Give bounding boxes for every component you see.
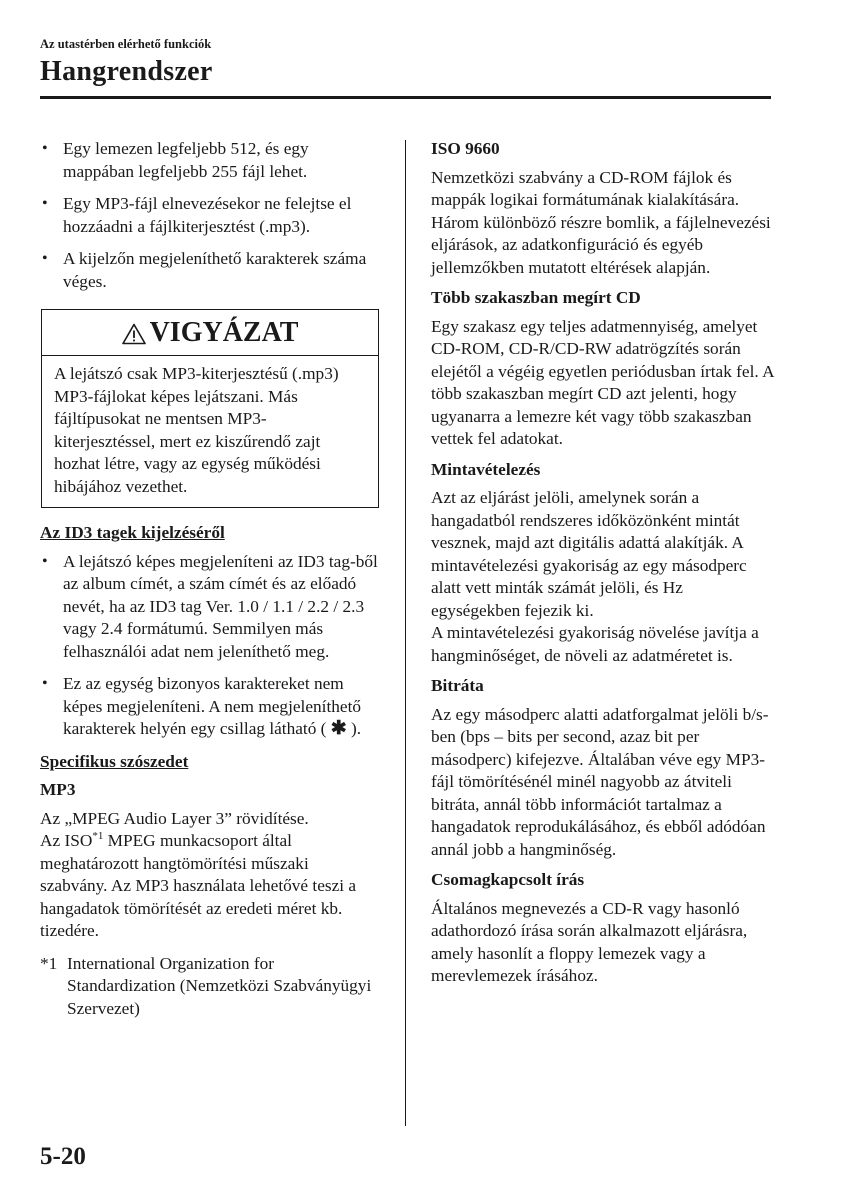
mp3-notes-list (40, 138, 380, 293)
page-number: 5-20 (40, 1143, 86, 1170)
term-multisession-cd: Több szakaszban megírt CD (431, 288, 641, 307)
mp3-line2-pre: Az ISO (40, 831, 93, 850)
column-divider (405, 140, 406, 1126)
sampling-def-1: Azt az eljárást jelöli, amelynek során a hangadatból rendszeres időközönként mintát vesznek, majd azt digitális adattá alakítják. A mintavételezési gyakoriság az egy másodperc alatt vett minták számát jelöli, és Hz egységekben fejezik ki. (431, 488, 747, 620)
mp3-definition (40, 808, 380, 943)
iso9660-def-1: Nemzetközi szabvány a CD-ROM fájlok és mappák logikai formátumának kialakítására. (431, 167, 740, 209)
caution-box (41, 309, 379, 508)
footnote (40, 953, 380, 1021)
sampling-def-2: A mintavételezési gyakoriság növelése javítja a hangminőséget, de növeli az adatméretet is. (431, 623, 759, 665)
list-item: • Egy lemezen legfeljebb 512, és egy mappában legfeljebb 255 fájl lehet. (40, 138, 380, 183)
id3-heading: Az ID3 tagek kijelzéséről (40, 523, 225, 542)
warning-triangle-icon (122, 317, 150, 348)
mp3-line1: Az „MPEG Audio Layer 3” rövidítése. (40, 808, 309, 828)
title-rule (40, 96, 771, 99)
term-mp3: MP3 (40, 780, 76, 799)
caution-header (42, 310, 378, 356)
footnote-mark: *1 (40, 953, 58, 973)
footnote-ref: *1 (92, 830, 104, 843)
mp3-line2-post: MPEG munkacsoport által meghatározott hangtömörítési műszaki szabvány. Az MP3 használata lehetővé teszi a hangadatok tömörítését az eredeti méret kb. tizedére. (40, 831, 357, 940)
right-column (431, 138, 776, 988)
multisession-def: Egy szakasz egy teljes adatmennyiség, amelyet CD-ROM, CD-R/CD-RW adatrögzítés során elejétől a végéig egyetlen periódusban írtak fel. A több szakaszban megírt CD azt jelenti, hogy ugyanarra a lemezre két vagy több szakaszban vettek fel adatokat. (431, 316, 774, 448)
id3-bullet-end: ). (351, 719, 362, 738)
term-bitrate: Bitráta (431, 676, 484, 695)
id3-bullet-text: Ez az egység bizonyos karaktereket nem képes megjeleníteni. A nem megjeleníthető karakterek helyén egy csillag látható ( (63, 674, 362, 738)
id3-list (40, 551, 380, 741)
bitrate-def: Az egy másodperc alatti adatforgalmat jelöli b/s-ben (bps – bits per second, azaz bit per másodperc) kifejezve. Általában véve egy MP3-fájl tömörítésénél minél nagyobb az átviteli bitráta, annál több információt tartalmaz a hangadatok reprodukálásához, és ebből adódóan annál jobb a hangminőség. (431, 704, 769, 859)
list-item: • A lejátszó képes megjeleníteni az ID3 tag-ből az album címét, a szám címét és az előadó nevét, ha az ID3 tag Ver. 1.0 / 1.1 / 2.2 / 2.3 vagy 2.4 formátumú. Semmilyen más felhasználói adat nem jeleníthető meg. (40, 551, 380, 664)
footnote-text: International Organization for Standardization (Nemzetközi Szabványügyi Szervezet) (67, 953, 372, 1018)
term-sampling: Mintavételezés (431, 459, 541, 479)
left-column (40, 138, 380, 1020)
caution-text: A lejátszó csak MP3-kiterjesztésű (.mp3) MP3-fájlokat képes lejátszani. Más fájltípusokat ne mentsen MP3-kiterjesztéssel, mert ez kiszűrendő zajt hozhat létre, vagy az egység működési hibájához vezethet. (54, 364, 339, 496)
term-iso9660: ISO 9660 (431, 139, 500, 158)
page-title: Hangrendszer (40, 56, 213, 87)
list-item (40, 673, 380, 741)
asterisk-icon: ✱ (330, 718, 347, 739)
list-item: • A kijelzőn megjeleníthető karakterek száma véges. (40, 248, 380, 293)
section-label: Az utastérben elérhető funkciók (40, 37, 212, 51)
term-packet-writing: Csomagkapcsolt írás (431, 870, 585, 889)
caution-title: VIGYÁZAT (149, 317, 299, 348)
packet-writing-def: Általános megnevezés a CD-R vagy hasonló adathordozó írása során alkalmazott eljárásra, amely hasonlít a floppy lemezek vagy a merevlemezek írásához. (431, 898, 748, 985)
glossary-heading: Specifikus szószedet (40, 751, 189, 771)
list-item: • Egy MP3-fájl elnevezésekor ne felejtse el hozzáadni a fájlkiterjesztést (.mp3). (40, 193, 380, 238)
iso9660-def-2: Három különböző részre bomlik, a fájlelnevezési eljárások, az adatkonfiguráció és egyéb jellemzőkben mutatott eltérések alapján. (431, 212, 771, 277)
